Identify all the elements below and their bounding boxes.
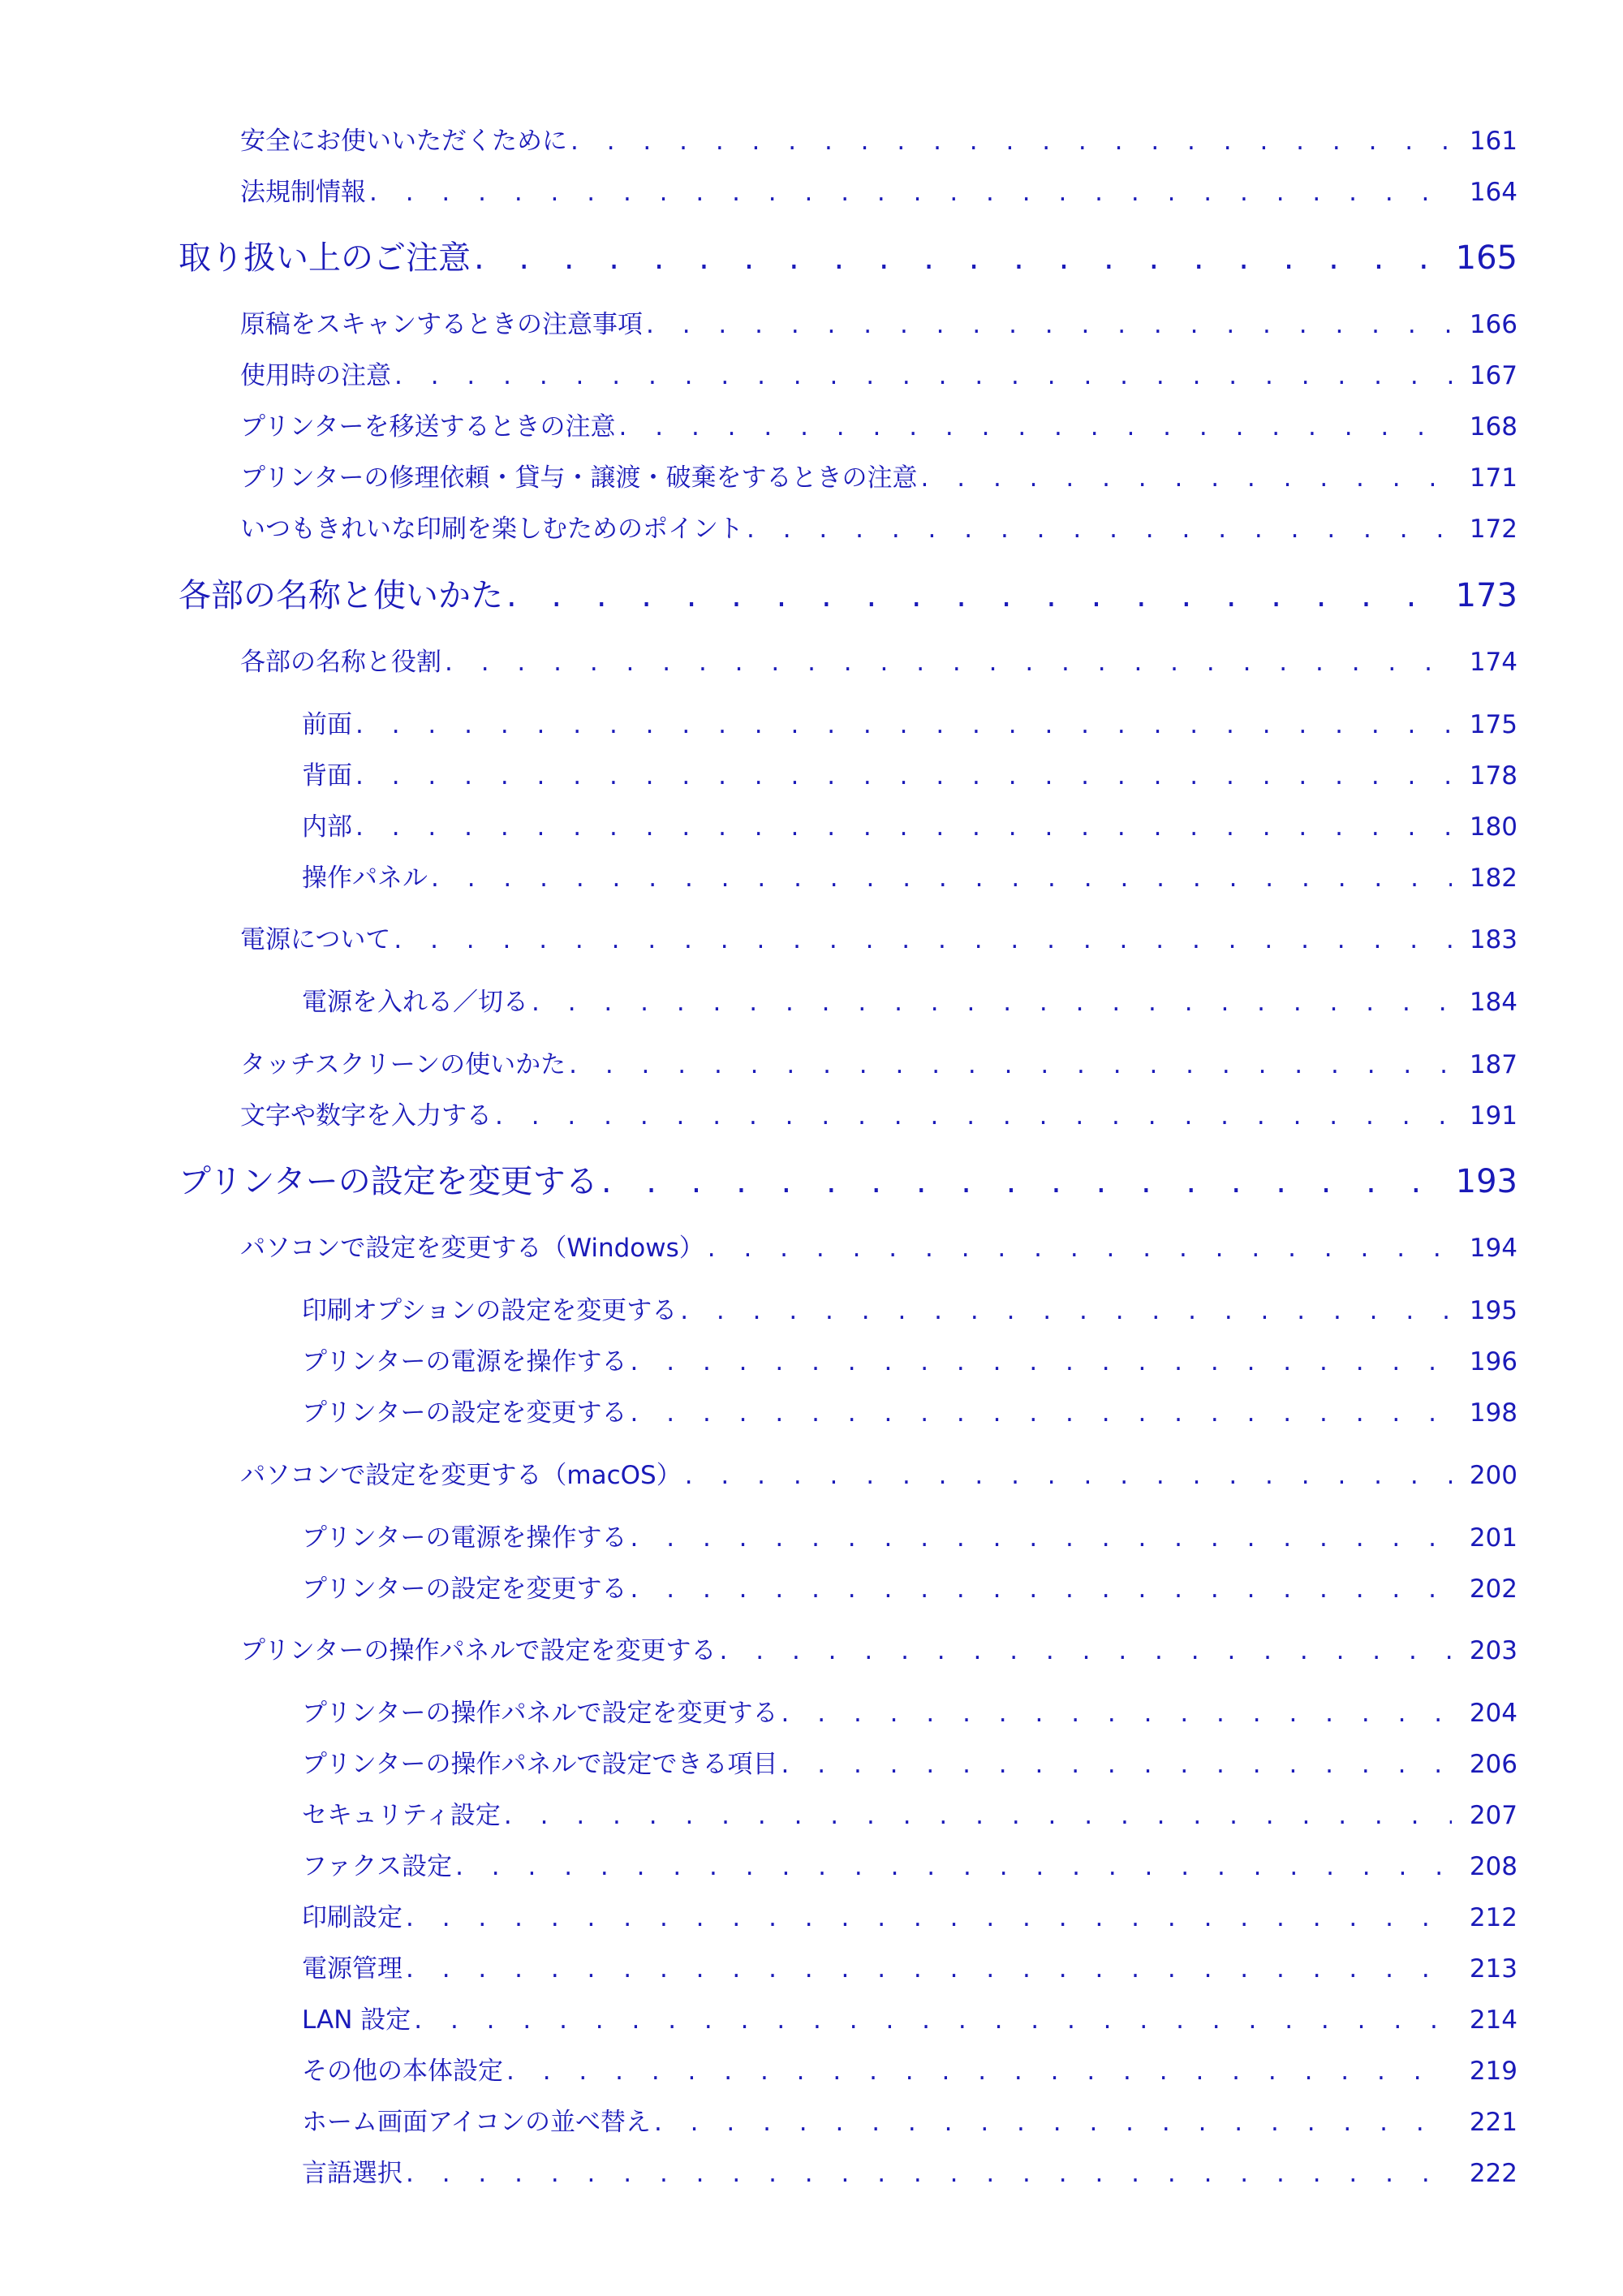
toc-entry[interactable] bbox=[302, 704, 1518, 740]
toc-entry[interactable] bbox=[302, 1568, 1518, 1605]
toc-entry-page: 180 bbox=[1469, 812, 1518, 842]
toc-entry-title: パソコンで設定を変更する（Windows） bbox=[240, 1234, 704, 1263]
toc-entry[interactable] bbox=[302, 1846, 1518, 1882]
dot-leader bbox=[406, 1903, 1452, 1932]
toc-entry[interactable] bbox=[302, 1392, 1518, 1428]
toc-entry-title: いつもきれいな印刷を楽しむためのポイント bbox=[240, 515, 743, 544]
toc-entry-page: 168 bbox=[1469, 412, 1518, 442]
dot-leader bbox=[654, 2108, 1452, 2137]
dot-leader bbox=[355, 812, 1452, 842]
toc-entry-page: 195 bbox=[1469, 1296, 1518, 1325]
toc-entry-page: 171 bbox=[1469, 463, 1518, 493]
toc-entry-title: 言語選択 bbox=[302, 2159, 403, 2188]
toc-entry[interactable] bbox=[240, 171, 1518, 208]
dot-leader bbox=[406, 1954, 1452, 1984]
toc-entry-title: 安全にお使いいただくために bbox=[240, 127, 567, 156]
toc-entry-page: 182 bbox=[1469, 864, 1518, 893]
toc-entry-title: プリンターの設定を変更する bbox=[302, 1398, 627, 1428]
toc-entry[interactable] bbox=[240, 508, 1518, 545]
toc-entry-title: プリンターの操作パネルで設定を変更する bbox=[240, 1636, 717, 1665]
toc-entry[interactable] bbox=[240, 1095, 1518, 1131]
toc-entry-page: 172 bbox=[1469, 515, 1518, 544]
toc-entry-page: 193 bbox=[1455, 1163, 1518, 1200]
toc-entry-title: ファクス設定 bbox=[302, 1852, 453, 1881]
toc-entry[interactable] bbox=[240, 641, 1518, 678]
toc-entry-page: 207 bbox=[1469, 1801, 1518, 1830]
toc-entry[interactable] bbox=[240, 1630, 1518, 1666]
toc-section-heading[interactable] bbox=[179, 570, 1518, 616]
toc-entry-title: 文字や数字を入力する bbox=[240, 1101, 492, 1131]
toc-entry-title: プリンターの電源を操作する bbox=[302, 1347, 627, 1376]
toc-entry-page: 194 bbox=[1469, 1234, 1518, 1263]
toc-entry[interactable] bbox=[302, 2050, 1518, 2087]
toc-entry[interactable] bbox=[240, 1044, 1518, 1080]
dot-leader bbox=[495, 1101, 1452, 1131]
toc-entry[interactable] bbox=[240, 304, 1518, 340]
toc-entry-title: 各部の名称と役割 bbox=[240, 648, 441, 677]
toc-entry[interactable] bbox=[240, 1227, 1518, 1264]
toc-entry-page: 221 bbox=[1469, 2108, 1518, 2137]
toc-entry-title: 操作パネル bbox=[302, 864, 428, 893]
toc-entry-page: 203 bbox=[1469, 1636, 1518, 1665]
toc-entry-title: プリンターの設定を変更する bbox=[179, 1163, 598, 1200]
toc-entry-page: 198 bbox=[1469, 1398, 1518, 1428]
toc-entry-page: 222 bbox=[1469, 2159, 1518, 2188]
dot-leader bbox=[569, 1050, 1452, 1079]
toc-entry[interactable] bbox=[240, 120, 1518, 157]
toc-entry-title: パソコンで設定を変更する（macOS） bbox=[240, 1461, 682, 1490]
toc-entry-page: 191 bbox=[1469, 1101, 1518, 1131]
dot-leader bbox=[631, 1574, 1452, 1604]
toc-entry[interactable] bbox=[240, 406, 1518, 442]
toc-entry[interactable] bbox=[302, 1290, 1518, 1326]
dot-leader bbox=[394, 925, 1451, 954]
toc-entry-title: 前面 bbox=[302, 710, 352, 739]
toc-entry-page: 219 bbox=[1469, 2057, 1518, 2086]
dot-leader bbox=[631, 1347, 1452, 1376]
toc-entry-title: 印刷オプションの設定を変更する bbox=[302, 1296, 678, 1325]
dot-leader bbox=[369, 178, 1452, 207]
dot-leader bbox=[720, 1636, 1452, 1665]
dot-leader bbox=[394, 361, 1452, 390]
toc-entry-page: 164 bbox=[1469, 178, 1518, 207]
toc-entry[interactable] bbox=[302, 1743, 1518, 1780]
dot-leader bbox=[406, 2159, 1452, 2188]
toc-entry-page: 175 bbox=[1469, 710, 1518, 739]
dot-leader bbox=[781, 1699, 1452, 1728]
dot-leader bbox=[506, 577, 1428, 614]
toc-entry-title: 法規制情報 bbox=[240, 178, 366, 207]
toc-entry-title: 電源管理 bbox=[302, 1954, 403, 1984]
toc-entry[interactable] bbox=[302, 755, 1518, 791]
dot-leader bbox=[355, 710, 1452, 739]
toc-entry[interactable] bbox=[240, 919, 1518, 955]
dot-leader bbox=[474, 239, 1428, 277]
toc-entry-page: 183 bbox=[1469, 925, 1518, 954]
toc-entry-page: 165 bbox=[1455, 239, 1518, 277]
toc-entry-page: 206 bbox=[1469, 1750, 1518, 1779]
dot-leader bbox=[570, 127, 1452, 156]
toc-entry-page: 212 bbox=[1469, 1903, 1518, 1932]
toc-entry-page: 166 bbox=[1469, 310, 1518, 339]
dot-leader bbox=[431, 864, 1452, 893]
toc-entry-page: 200 bbox=[1469, 1461, 1518, 1490]
toc-entry-title: 使用時の注意 bbox=[240, 361, 391, 390]
dot-leader bbox=[414, 2005, 1452, 2035]
toc-entry-page: 167 bbox=[1469, 361, 1518, 390]
toc-entry-title: タッチスクリーンの使いかた bbox=[240, 1050, 566, 1079]
toc-entry[interactable] bbox=[302, 2152, 1518, 2189]
toc-entry[interactable] bbox=[240, 457, 1518, 493]
toc-entry[interactable] bbox=[302, 857, 1518, 894]
toc-entry-title: プリンターの操作パネルで設定を変更する bbox=[302, 1699, 778, 1728]
dot-leader bbox=[355, 761, 1452, 790]
dot-leader bbox=[685, 1461, 1452, 1490]
toc-entry-title: プリンターを移送するときの注意 bbox=[240, 412, 616, 442]
toc-entry-title: 各部の名称と使いかた bbox=[179, 577, 503, 614]
dot-leader bbox=[455, 1852, 1452, 1881]
toc-entry-title: プリンターの設定を変更する bbox=[302, 1574, 627, 1604]
dot-leader bbox=[921, 463, 1452, 493]
toc-entry[interactable] bbox=[302, 1948, 1518, 1984]
toc-entry-title: 内部 bbox=[302, 812, 352, 842]
toc-entry-title: その他の本体設定 bbox=[302, 2057, 503, 2086]
toc-entry-page: 161 bbox=[1469, 127, 1518, 156]
dot-leader bbox=[680, 1296, 1452, 1325]
dot-leader bbox=[445, 648, 1452, 677]
toc-entry-page: 202 bbox=[1469, 1574, 1518, 1604]
toc-entry-page: 196 bbox=[1469, 1347, 1518, 1376]
toc-entry-page: 174 bbox=[1469, 648, 1518, 677]
dot-leader bbox=[631, 1398, 1452, 1428]
toc-entry[interactable] bbox=[240, 355, 1518, 391]
toc-entry-title: 電源を入れる／切る bbox=[302, 988, 528, 1017]
dot-leader bbox=[601, 1163, 1428, 1200]
toc-entry-title: 原稿をスキャンするときの注意事項 bbox=[240, 310, 643, 339]
toc-section-heading[interactable] bbox=[179, 1156, 1518, 1202]
toc-entry-page: 187 bbox=[1469, 1050, 1518, 1079]
toc-entry-title: 取り扱い上のご注意 bbox=[179, 239, 471, 277]
toc-entry-title: セキュリティ設定 bbox=[302, 1801, 501, 1830]
toc-entry[interactable] bbox=[302, 1517, 1518, 1553]
toc-entry-title: ホーム画面アイコンの並べ替え bbox=[302, 2108, 651, 2137]
toc-entry-page: 214 bbox=[1469, 2005, 1518, 2035]
toc-entry[interactable] bbox=[302, 1794, 1518, 1831]
toc-entry-title: プリンターの修理依頼・貸与・譲渡・破棄をするときの注意 bbox=[240, 463, 918, 493]
toc-entry-title: LAN 設定 bbox=[302, 2005, 411, 2035]
toc-entry-title: 電源について bbox=[240, 925, 391, 954]
toc-entry-page: 213 bbox=[1469, 1954, 1518, 1984]
toc-entry-title: プリンターの電源を操作する bbox=[302, 1523, 627, 1553]
toc-entry-page: 178 bbox=[1469, 761, 1518, 790]
toc-entry[interactable] bbox=[302, 1999, 1518, 2035]
dot-leader bbox=[747, 515, 1452, 544]
toc-entry-page: 201 bbox=[1469, 1523, 1518, 1553]
toc-entry-title: 背面 bbox=[302, 761, 352, 790]
toc-section-heading[interactable] bbox=[179, 232, 1518, 278]
dot-leader bbox=[504, 1801, 1452, 1830]
dot-leader bbox=[619, 412, 1452, 442]
toc-entry-page: 208 bbox=[1469, 1852, 1518, 1881]
toc-entry[interactable] bbox=[302, 1341, 1518, 1377]
toc-entry[interactable] bbox=[240, 1454, 1518, 1491]
toc-entry[interactable] bbox=[302, 806, 1518, 842]
toc-entry-page: 173 bbox=[1455, 577, 1518, 614]
dot-leader bbox=[708, 1234, 1452, 1263]
dot-leader bbox=[532, 988, 1452, 1017]
dot-leader bbox=[781, 1750, 1452, 1779]
toc-entry[interactable] bbox=[302, 1692, 1518, 1729]
toc-entry[interactable] bbox=[302, 1897, 1518, 1933]
dot-leader bbox=[506, 2057, 1452, 2086]
toc-entry[interactable] bbox=[302, 981, 1518, 1018]
dot-leader bbox=[646, 310, 1452, 339]
toc-entry-title: 印刷設定 bbox=[302, 1903, 403, 1932]
toc-entry-page: 184 bbox=[1469, 988, 1518, 1017]
toc-entry-page: 204 bbox=[1469, 1699, 1518, 1728]
toc-entry[interactable] bbox=[302, 2101, 1518, 2138]
dot-leader bbox=[631, 1523, 1452, 1553]
toc-entry-title: プリンターの操作パネルで設定できる項目 bbox=[302, 1750, 778, 1779]
